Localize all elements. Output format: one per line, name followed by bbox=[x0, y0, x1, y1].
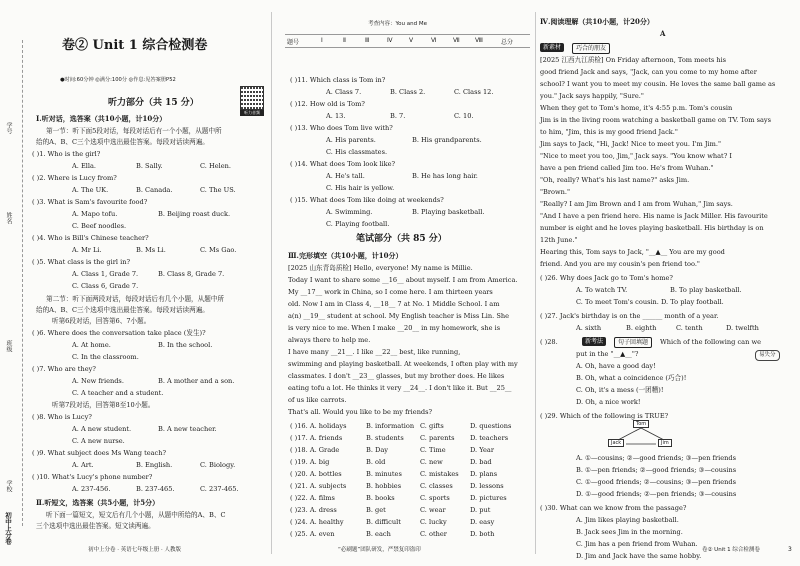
school-label: 学校 bbox=[5, 480, 12, 492]
exam-title: 卷② Unit 1 综合检测卷 bbox=[62, 38, 208, 53]
reading-line: to him, "Jim, this is my good friend Jack." bbox=[540, 128, 678, 136]
option[interactable]: A. Class 7. bbox=[326, 88, 362, 96]
cloze-question[interactable]: ( )17. A. friends bbox=[290, 434, 343, 442]
option[interactable]: B. Canada. bbox=[136, 186, 173, 194]
written-part-title: 笔试部分（共 85 分） bbox=[356, 234, 447, 244]
option[interactable]: A. He's tall. bbox=[326, 172, 365, 180]
option[interactable]: B. old bbox=[366, 458, 386, 466]
option[interactable]: B. Day bbox=[366, 446, 388, 454]
new-method-tag: 新考法 bbox=[582, 337, 606, 346]
option[interactable]: A. Class 1, Grade 7. bbox=[72, 270, 139, 278]
option[interactable]: B. 7. bbox=[390, 112, 406, 120]
name-label: 姓名 bbox=[5, 212, 12, 224]
question-26: ( )26. Why does Jack go to Tom's home? bbox=[540, 274, 673, 282]
option[interactable]: D. teachers bbox=[470, 434, 509, 442]
option[interactable]: A. Swimming. bbox=[326, 208, 373, 216]
cloze-question[interactable]: ( )18. A. Grade bbox=[290, 446, 340, 454]
question-28-text: put in the "__▲__"? bbox=[576, 350, 639, 358]
question-5: ( )5. What class is the girl in? bbox=[32, 258, 130, 266]
option[interactable]: D. Year bbox=[470, 446, 495, 454]
option[interactable]: A. 13. bbox=[326, 112, 346, 120]
score-cell: Ⅵ bbox=[431, 37, 437, 44]
reading-line: Jim says to Jack, "Hi, Jack! Nice to meet you. I'm Jim." bbox=[540, 140, 722, 148]
option[interactable]: B. Class 8, Grade 7. bbox=[158, 270, 225, 278]
section-desc: 听第7段对话，回答第8至10小题。 bbox=[52, 401, 155, 409]
score-table bbox=[285, 34, 530, 48]
option[interactable]: B. hobbies bbox=[366, 482, 402, 490]
option[interactable]: C. classes bbox=[420, 482, 453, 490]
footer-right: 卷② Unit 1 综合检测卷 bbox=[702, 547, 760, 553]
option[interactable]: A. At home. bbox=[72, 341, 111, 349]
option[interactable]: C. Ms Gao. bbox=[200, 246, 237, 254]
cloze-line: Today I want to share some __16__ about myself. I am from America. bbox=[288, 276, 518, 284]
cloze-line: a(n) __19__ student at school. My English teacher is Miss Lin. She bbox=[288, 312, 510, 320]
reading-line: friend. And you are my cousin's pen friend too." bbox=[540, 260, 700, 268]
reading-line: Hearing this, Tom says to Jack, "__▲__ You are my good bbox=[540, 248, 725, 256]
listening-part-title: 听力部分（共 15 分） bbox=[108, 98, 199, 108]
option[interactable]: C. Jim has a pen friend from Wuhan. bbox=[576, 540, 698, 548]
score-cell: Ⅷ bbox=[475, 37, 483, 44]
cloze-line: is very nice to me. When I make __20__ in my homework, she is bbox=[288, 324, 501, 332]
footer-middle: “必刷题”团队研发，严禁复印盗印 bbox=[338, 547, 421, 553]
option[interactable]: C. To meet Tom's cousin. D. To play football. bbox=[576, 298, 724, 306]
option[interactable]: A. New friends. bbox=[72, 377, 124, 385]
option[interactable]: B. books bbox=[366, 494, 395, 502]
section-desc: 听下面一篇短文，短文后有几个小题，从题中所给的A、B、C bbox=[46, 511, 226, 519]
option[interactable]: C. Class 6, Grade 7. bbox=[72, 282, 139, 290]
option[interactable]: D. put bbox=[470, 506, 491, 514]
cloze-question[interactable]: ( )24. A. healthy bbox=[290, 518, 344, 526]
section-desc: 给的A、B、C三个选项中选出最佳答案。每段对话读两遍。 bbox=[36, 138, 209, 146]
question-6: ( )6. Where does the conversation take place (发生)? bbox=[32, 329, 206, 337]
new-material-tag: 新素材 bbox=[540, 43, 564, 52]
reading-line: number is eight and he loves playing basketball. His birthday is on bbox=[540, 224, 764, 232]
section-desc: 给的A、B、C三个选项中选出最佳答案。每段对话读两遍。 bbox=[36, 306, 209, 314]
option[interactable]: C. A teacher and a student. bbox=[72, 389, 164, 397]
section-1-title: Ⅰ.听对话，选答案（共10小题，计10分） bbox=[36, 114, 167, 123]
option[interactable]: D. Oh, a nice work! bbox=[576, 398, 641, 406]
reading-line: "And I have a pen friend here. His name is Jack Miller. His favourite bbox=[540, 212, 768, 220]
option[interactable]: A. Mapo tofu. bbox=[72, 210, 118, 218]
option[interactable]: C. Class 12. bbox=[454, 88, 494, 96]
cloze-question[interactable]: ( )16. A. holidays bbox=[290, 422, 347, 430]
option[interactable]: A. sixth bbox=[576, 324, 602, 332]
theme-tag: 巧合的朋友 bbox=[572, 43, 610, 54]
reading-line: "Really? I am Jim Brown and I am from Wuhan," Jim says. bbox=[540, 200, 733, 208]
score-cell: 题号 bbox=[287, 39, 300, 46]
option[interactable]: A. Art. bbox=[72, 461, 94, 469]
question-12: ( )12. How old is Tom? bbox=[290, 100, 365, 108]
option[interactable]: C. mistakes bbox=[420, 470, 459, 478]
option[interactable]: C. His classmates. bbox=[326, 148, 388, 156]
option[interactable]: B. He has long hair. bbox=[412, 172, 478, 180]
option[interactable]: B. His grandparents. bbox=[412, 136, 482, 144]
option[interactable]: B. each bbox=[366, 530, 391, 538]
question-28: ( )28. bbox=[540, 338, 558, 346]
cloze-question[interactable]: ( )23. A. dress bbox=[290, 506, 337, 514]
score-cell: Ⅱ bbox=[343, 37, 346, 44]
option[interactable]: B. To play basketball. bbox=[670, 286, 742, 294]
option[interactable]: D. Jim and Jack have the same hobby. bbox=[576, 552, 702, 560]
option[interactable]: B. ①—pen friends; ②—good friends; ③—cousins bbox=[576, 466, 737, 474]
question-13: ( )13. Who does Tom live with? bbox=[290, 124, 393, 132]
question-10: ( )10. What's Lucy's phone number? bbox=[32, 473, 153, 481]
option[interactable]: C. parents bbox=[420, 434, 455, 442]
exam-header: 考查内容：You and Me bbox=[368, 21, 427, 27]
cloze-line: [2025 山东青岛质检] Hello, everyone! My name is Millie. bbox=[288, 264, 473, 272]
option[interactable]: B. students bbox=[366, 434, 404, 442]
section-desc: 第一节：听下面5段对话，每段对话后有一个小题，从题中所 bbox=[46, 127, 222, 135]
section-4-title: Ⅳ.阅读理解（共10小题，计20分） bbox=[540, 17, 654, 26]
option[interactable]: D. lessons bbox=[470, 482, 504, 490]
score-cell: 总分 bbox=[501, 39, 514, 46]
option[interactable]: C. Biology. bbox=[200, 461, 236, 469]
option[interactable]: C. 10. bbox=[454, 112, 474, 120]
option[interactable]: C. Oh, it's a mess (一团糟)! bbox=[576, 386, 664, 394]
option[interactable]: B. Ms Li. bbox=[136, 246, 166, 254]
section-2-title: Ⅱ.听短文，选答案（共5小题，计5分） bbox=[36, 498, 160, 507]
option[interactable]: C. tenth bbox=[676, 324, 703, 332]
option[interactable]: C. sports bbox=[420, 494, 450, 502]
cloze-line: My __17__ work in China, so I come here. I am thirteen years bbox=[288, 288, 493, 296]
question-30: ( )30. What can we know from the passage? bbox=[540, 504, 687, 512]
reading-line: When they get to Tom's home, it's 4:55 p.m. Tom's cousin bbox=[540, 104, 733, 112]
reading-line: have a pen friend called Jim too. He's from Wuhan." bbox=[540, 164, 714, 172]
option[interactable]: B. A new teacher. bbox=[158, 425, 217, 433]
option[interactable]: C. 237-465. bbox=[200, 485, 239, 493]
node-jack: Jack bbox=[608, 439, 624, 447]
score-cell: Ⅶ bbox=[453, 37, 460, 44]
reading-line: good friend Jack and says, "Jack, can you come to my home after bbox=[540, 68, 757, 76]
option[interactable]: B. minutes bbox=[366, 470, 402, 478]
qr-code-label: 听力音频 bbox=[240, 110, 264, 116]
option[interactable]: B. Class 2. bbox=[390, 88, 426, 96]
option[interactable]: A. 237-456. bbox=[72, 485, 111, 493]
option[interactable]: D. twelfth bbox=[726, 324, 759, 332]
question-1: ( )1. Who is the girl? bbox=[32, 150, 101, 158]
cloze-line: of us like carrots. bbox=[288, 396, 347, 404]
cloze-line: eating tofu a lot. He thinks it very __24__. I don't like it. But __25__ bbox=[288, 384, 512, 392]
option[interactable]: A. Jim likes playing basketball. bbox=[576, 516, 679, 524]
question-8: ( )8. Who is Lucy? bbox=[32, 413, 92, 421]
reading-line: school? I want you to meet my cousin. He loves the same ball game as bbox=[540, 80, 776, 88]
error-prone-badge: 易失分 bbox=[755, 350, 780, 361]
question-3: ( )3. What is Sam's favourite food? bbox=[32, 198, 148, 206]
option[interactable]: B. difficult bbox=[366, 518, 401, 526]
passage-label: A bbox=[660, 29, 666, 38]
option[interactable]: A. To watch TV. bbox=[576, 286, 628, 294]
student-id-label: 学号 bbox=[5, 122, 12, 134]
option[interactable]: C. Time bbox=[420, 446, 446, 454]
node-jim: Jim bbox=[658, 439, 672, 447]
class-label: 班级 bbox=[5, 340, 12, 352]
option[interactable]: C. lucky bbox=[420, 518, 447, 526]
question-7: ( )7. Who are they? bbox=[32, 365, 96, 373]
option[interactable]: B. Beijing roast duck. bbox=[158, 210, 231, 218]
option[interactable]: B. get bbox=[366, 506, 386, 514]
reading-line: "Brown." bbox=[540, 188, 571, 196]
option[interactable]: C. ①—good friends; ②—cousins; ③—pen friends bbox=[576, 478, 737, 486]
cloze-line: I have many __21__. I like __22__ best, like running, bbox=[288, 348, 461, 356]
reading-line: 12th June." bbox=[540, 236, 578, 244]
option[interactable]: C. Beef noodles. bbox=[72, 222, 127, 230]
question-14: ( )14. What does Tom look like? bbox=[290, 160, 396, 168]
option[interactable]: C. The US. bbox=[200, 186, 236, 194]
option[interactable]: B. 237-465. bbox=[136, 485, 175, 493]
option[interactable]: B. eighth bbox=[626, 324, 657, 332]
option[interactable]: C. new bbox=[420, 458, 443, 466]
option[interactable]: C. In the classroom. bbox=[72, 353, 139, 361]
option[interactable]: B. Sally. bbox=[136, 162, 163, 170]
footer-left: 初中上分卷 · 英语七年级上册 · 人教版 bbox=[88, 547, 181, 553]
option[interactable]: B. Jack sees Jim in the morning. bbox=[576, 528, 683, 536]
question-15: ( )15. What does Tom like doing at weekends? bbox=[290, 196, 444, 204]
option[interactable]: B. English. bbox=[136, 461, 173, 469]
option[interactable]: D. bad bbox=[470, 458, 492, 466]
column-left bbox=[0, 0, 270, 566]
option[interactable]: A. Ella. bbox=[72, 162, 97, 170]
reading-line: [2025 江西九江质检] On Friday afternoon, Tom meets his bbox=[540, 56, 727, 64]
question-9: ( )9. What subject does Ms Wang teach? bbox=[32, 449, 167, 457]
cloze-line: That's all. Would you like to be my friends? bbox=[288, 408, 433, 416]
option[interactable]: A. Mr Li. bbox=[72, 246, 102, 254]
page-number: 3 bbox=[788, 546, 792, 553]
fill-in-tag: 句子回填题 bbox=[614, 337, 652, 348]
option[interactable]: D. ①—good friends; ②—pen friends; ③—cousins bbox=[576, 490, 737, 498]
option[interactable]: A. His parents. bbox=[326, 136, 376, 144]
cloze-line: old. Now I am in Class 4, __18__ 7 at No. 1 Middle School. I am bbox=[288, 300, 500, 308]
option[interactable]: B. information bbox=[366, 422, 415, 430]
question-29: ( )29. Which of the following is TRUE? bbox=[540, 412, 669, 420]
question-11: ( )11. Which class is Tom in? bbox=[290, 76, 386, 84]
option[interactable]: C. gifts bbox=[420, 422, 444, 430]
option[interactable]: C. Helen. bbox=[200, 162, 232, 170]
option[interactable]: B. In the school. bbox=[158, 341, 213, 349]
cloze-question[interactable]: ( )19. A. big bbox=[290, 458, 330, 466]
score-cell: Ⅴ bbox=[409, 37, 414, 44]
option[interactable]: D. questions bbox=[470, 422, 512, 430]
qr-code[interactable] bbox=[240, 86, 264, 110]
score-cell: Ⅰ bbox=[321, 37, 323, 44]
option[interactable]: A. ①—cousins; ②—good friends; ③—pen friends bbox=[576, 454, 736, 462]
cloze-question[interactable]: ( )22. A. films bbox=[290, 494, 335, 502]
section-desc: 三个选项中选出最佳答案。短文读两遍。 bbox=[36, 522, 155, 530]
question-2: ( )2. Where is Lucy from? bbox=[32, 174, 117, 182]
node-tom: Tom bbox=[633, 420, 649, 428]
section-desc: 第二节：听下面两段对话，每段对话后有几个小题，从题中所 bbox=[46, 295, 225, 303]
question-4: ( )4. Who is Bill's Chinese teacher? bbox=[32, 234, 149, 242]
option[interactable]: A. Oh, have a good day! bbox=[576, 362, 656, 370]
option[interactable]: C. other bbox=[420, 530, 447, 538]
reading-line: "Nice to meet you too, Jim," Jack says. "You know what? I bbox=[540, 152, 732, 160]
score-cell: Ⅲ bbox=[365, 37, 370, 44]
cloze-question[interactable]: ( )20. A. bottles bbox=[290, 470, 342, 478]
cloze-question[interactable]: ( )25. A. even bbox=[290, 530, 335, 538]
question-28-text: Which of the following can we bbox=[660, 338, 761, 346]
section-desc: 听第6段对话，回答第6、7小题。 bbox=[52, 317, 151, 325]
option[interactable]: B. Oh, what a coincidence (巧合)! bbox=[576, 374, 687, 382]
cloze-question[interactable]: ( )21. A. subjects bbox=[290, 482, 347, 490]
option[interactable]: A. A new student. bbox=[72, 425, 132, 433]
cloze-line: swimming and playing basketball. At weekends, I often play with my bbox=[288, 360, 518, 368]
option[interactable]: B. Playing basketball. bbox=[412, 208, 485, 216]
score-cell: Ⅳ bbox=[387, 37, 393, 44]
column-divider bbox=[535, 12, 536, 554]
cloze-line: always there to help me. bbox=[288, 336, 371, 344]
option[interactable]: B. A mother and a son. bbox=[158, 377, 235, 385]
option[interactable]: C. Playing football. bbox=[326, 220, 390, 228]
option[interactable]: D. easy bbox=[470, 518, 495, 526]
reading-line: "Oh, really? What's his last name?" asks Jim. bbox=[540, 176, 690, 184]
reading-line: Jim is in the living room watching a basketball game on TV. Tom says bbox=[540, 116, 772, 124]
option[interactable]: D. both bbox=[470, 530, 495, 538]
option[interactable]: D. plans bbox=[470, 470, 498, 478]
option[interactable]: C. wear bbox=[420, 506, 446, 514]
reading-line: you." Jack says happily, "Sure." bbox=[540, 92, 644, 100]
cloze-line: classmates. I don't __23__ glasses, but my brother does. He likes bbox=[288, 372, 505, 380]
option[interactable]: D. pictures bbox=[470, 494, 507, 502]
option[interactable]: C. His hair is yellow. bbox=[326, 184, 395, 192]
brand-logo: 初中上分卷 bbox=[4, 512, 12, 545]
exam-meta: ●时间:60分钟 ◎满分:100分 ◎作息:见答案册P52 bbox=[60, 77, 176, 83]
question-27: ( )27. Jack's birthday is on the ______ month of a year. bbox=[540, 312, 719, 320]
section-3-title: Ⅲ.完形填空（共10小题，计10分） bbox=[288, 251, 403, 260]
option[interactable]: A. The UK. bbox=[72, 186, 109, 194]
option[interactable]: C. A new nurse. bbox=[72, 437, 125, 445]
